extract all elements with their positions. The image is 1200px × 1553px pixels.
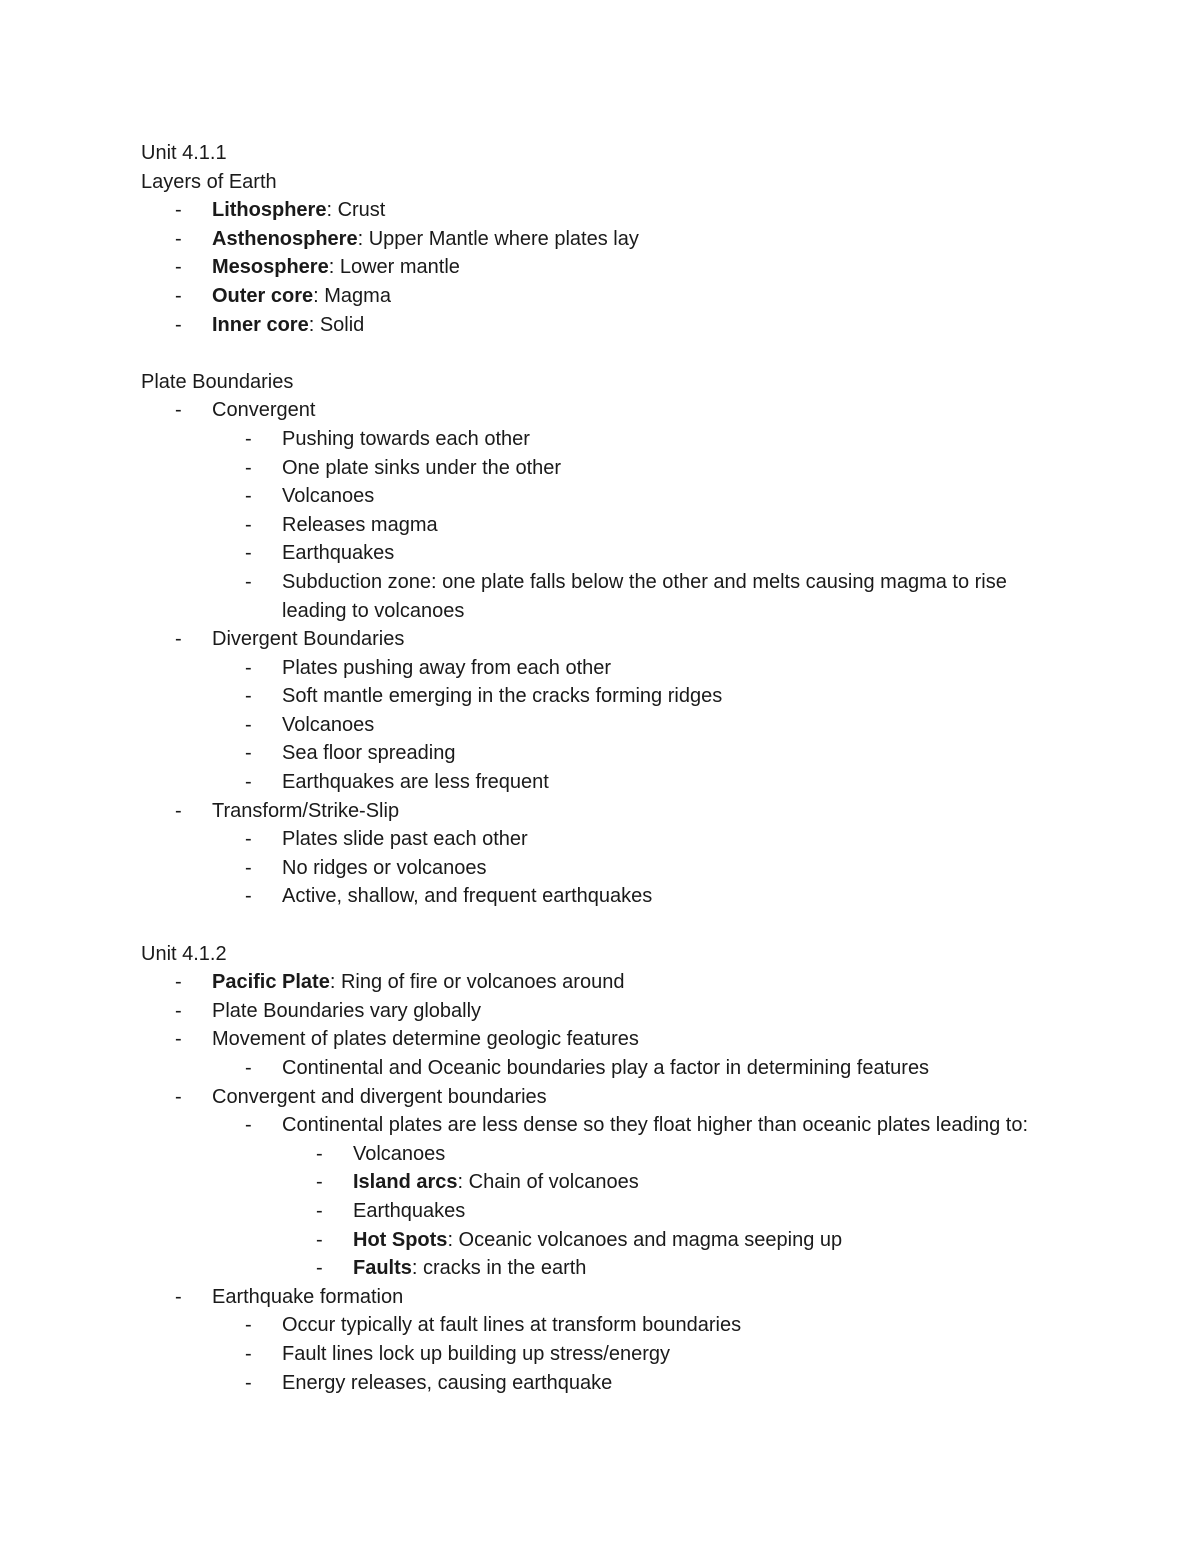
- list-item: [141, 1369, 1141, 1398]
- notes-section: [141, 940, 1141, 1398]
- term: Lithosphere: [212, 199, 327, 222]
- list-item: [141, 511, 1141, 540]
- term: Hot Spots: [353, 1228, 448, 1251]
- item-text: Continental and Oceanic boundaries play a factor in determining features: [282, 1057, 930, 1079]
- item-text: Earthquakes: [282, 542, 395, 565]
- list-item: [141, 396, 1141, 425]
- list-item: [141, 1140, 1141, 1169]
- bullet-dash: -: [175, 1285, 182, 1308]
- list-item: [141, 739, 1141, 768]
- bullet-dash: -: [316, 1171, 323, 1194]
- term: Inner core: [212, 313, 309, 336]
- list-item: [141, 997, 1141, 1026]
- list-item: [141, 654, 1141, 683]
- list-item: [141, 196, 1141, 225]
- item-text: Unit 4.1.1: [141, 142, 227, 164]
- list-item: [141, 1226, 1141, 1255]
- bullet-dash: -: [245, 1314, 252, 1337]
- item-text: Pushing towards each other: [282, 427, 530, 450]
- bullet-dash: -: [245, 656, 252, 679]
- notes-section: [141, 368, 1141, 911]
- bullet-dash: -: [316, 1142, 323, 1165]
- list-item: [141, 625, 1141, 654]
- bullet-dash: -: [245, 456, 252, 479]
- bullet-dash: -: [245, 1371, 252, 1394]
- list-item: [141, 311, 1141, 340]
- bullet-dash: -: [316, 1199, 323, 1222]
- bullet-dash: -: [175, 199, 182, 222]
- item-text: : Oceanic volcanoes and magma seeping up: [447, 1228, 843, 1251]
- section-heading: [141, 940, 1141, 969]
- item-text: Releases magma: [282, 513, 438, 536]
- list-item: [141, 968, 1141, 997]
- notes-section: [141, 139, 1141, 339]
- list-item: [141, 253, 1141, 282]
- bullet-dash: -: [175, 399, 182, 422]
- list-item: [141, 882, 1141, 911]
- section-gap: [141, 339, 1141, 368]
- bullet-dash: -: [175, 628, 182, 651]
- list-item: [141, 711, 1141, 740]
- item-text: Volcanoes: [282, 713, 375, 736]
- term: Mesosphere: [212, 256, 329, 279]
- section-gap: [141, 911, 1141, 940]
- bullet-dash: -: [175, 227, 182, 250]
- item-text: Volcanoes: [353, 1142, 446, 1165]
- item-text: : cracks in the earth: [411, 1257, 587, 1280]
- section-heading: [141, 368, 1141, 397]
- item-text: Layers of Earth: [141, 170, 277, 193]
- list-item: [141, 1254, 1141, 1283]
- bullet-dash: -: [175, 313, 182, 336]
- item-text: Soft mantle emerging in the cracks forming ridges: [282, 685, 723, 708]
- item-text: : Solid: [308, 313, 365, 336]
- list-item: [141, 1197, 1141, 1226]
- list-item: [141, 1283, 1141, 1312]
- document-body: [141, 139, 1141, 1397]
- bullet-dash: -: [175, 1028, 182, 1051]
- item-text: No ridges or volcanoes: [282, 856, 487, 879]
- item-text: Plate Boundaries: [141, 370, 294, 393]
- section-heading: [141, 168, 1141, 197]
- bullet-dash: -: [245, 742, 252, 765]
- bullet-dash: -: [245, 1342, 252, 1365]
- item-text: Unit 4.1.2: [141, 942, 227, 965]
- list-item: [141, 1168, 1141, 1197]
- list-item: [141, 225, 1141, 254]
- item-text: One plate sinks under the other: [282, 456, 562, 479]
- item-text: Plates slide past each other: [282, 828, 528, 851]
- bullet-dash: -: [245, 1114, 252, 1137]
- list-item: [141, 1340, 1141, 1369]
- bullet-dash: -: [175, 1085, 182, 1108]
- list-item: [141, 825, 1141, 854]
- list-item: [141, 282, 1141, 311]
- item-text: Fault lines lock up building up stress/energy: [282, 1342, 670, 1365]
- list-item: [141, 797, 1141, 826]
- term: Island arcs: [353, 1171, 458, 1194]
- bullet-dash: -: [175, 999, 182, 1022]
- item-text: : Chain of volcanoes: [457, 1171, 639, 1194]
- bullet-dash: -: [245, 685, 252, 708]
- term: Outer core: [212, 284, 314, 307]
- bullet-dash: -: [245, 828, 252, 851]
- bullet-dash: -: [245, 570, 252, 593]
- item-text: Volcanoes: [282, 485, 375, 508]
- bullet-dash: -: [175, 284, 182, 307]
- item-text: Convergent and divergent boundaries: [212, 1085, 547, 1108]
- item-text: Occur typically at fault lines at transform boundaries: [282, 1314, 742, 1337]
- section-heading: [141, 139, 1141, 168]
- item-text: Continental plates are less dense so they float higher than oceanic plates leading to:: [282, 1114, 1029, 1137]
- item-text: : Crust: [326, 199, 386, 222]
- item-text: Plate Boundaries vary globally: [212, 999, 482, 1022]
- bullet-dash: -: [175, 799, 182, 822]
- bullet-dash: -: [316, 1228, 323, 1251]
- list-item: [141, 454, 1141, 483]
- item-text: : Lower mantle: [328, 256, 460, 279]
- bullet-dash: -: [245, 542, 252, 565]
- item-text: : Upper Mantle where plates lay: [357, 227, 639, 250]
- item-text: Earthquake formation: [212, 1285, 404, 1308]
- item-text: Transform/Strike-Slip: [212, 799, 400, 822]
- bullet-dash: -: [245, 856, 252, 879]
- list-item: [141, 768, 1141, 797]
- bullet-dash: -: [175, 971, 182, 994]
- item-text: Plates pushing away from each other: [282, 656, 612, 679]
- list-item: [141, 425, 1141, 454]
- item-text: Earthquakes: [353, 1199, 466, 1222]
- item-text: Movement of plates determine geologic features: [212, 1028, 639, 1051]
- bullet-dash: -: [245, 485, 252, 508]
- bullet-dash: -: [245, 771, 252, 794]
- list-item: [141, 1054, 1141, 1083]
- item-text: Sea floor spreading: [282, 742, 456, 765]
- list-item: [141, 1083, 1141, 1112]
- item-text: Active, shallow, and frequent earthquakes: [282, 885, 653, 908]
- item-text: : Ring of fire or volcanoes around: [329, 971, 625, 994]
- term: Pacific Plate: [212, 971, 330, 994]
- list-item: [141, 539, 1141, 568]
- item-text: Divergent Boundaries: [212, 628, 405, 651]
- bullet-dash: -: [245, 885, 252, 908]
- bullet-dash: -: [245, 513, 252, 536]
- list-item: [141, 1025, 1141, 1054]
- bullet-dash: -: [316, 1257, 323, 1280]
- bullet-dash: -: [175, 256, 182, 279]
- list-item: [141, 854, 1141, 883]
- list-item: [141, 568, 1042, 625]
- bullet-dash: -: [245, 1057, 252, 1079]
- term: Faults: [353, 1257, 412, 1280]
- bullet-dash: -: [245, 427, 252, 450]
- item-text: Earthquakes are less frequent: [282, 771, 549, 794]
- item-text: Subduction zone: one plate falls below the other and melts causing magma to rise leading to volcanoes: [282, 570, 1007, 622]
- item-text: : Magma: [313, 284, 391, 307]
- item-text: Energy releases, causing earthquake: [282, 1371, 613, 1394]
- list-item: [141, 1311, 1141, 1340]
- term: Asthenosphere: [212, 227, 358, 250]
- list-item: [141, 682, 1141, 711]
- bullet-dash: -: [245, 713, 252, 736]
- list-item: [141, 1111, 1141, 1140]
- list-item: [141, 482, 1141, 511]
- item-text: Convergent: [212, 399, 316, 422]
